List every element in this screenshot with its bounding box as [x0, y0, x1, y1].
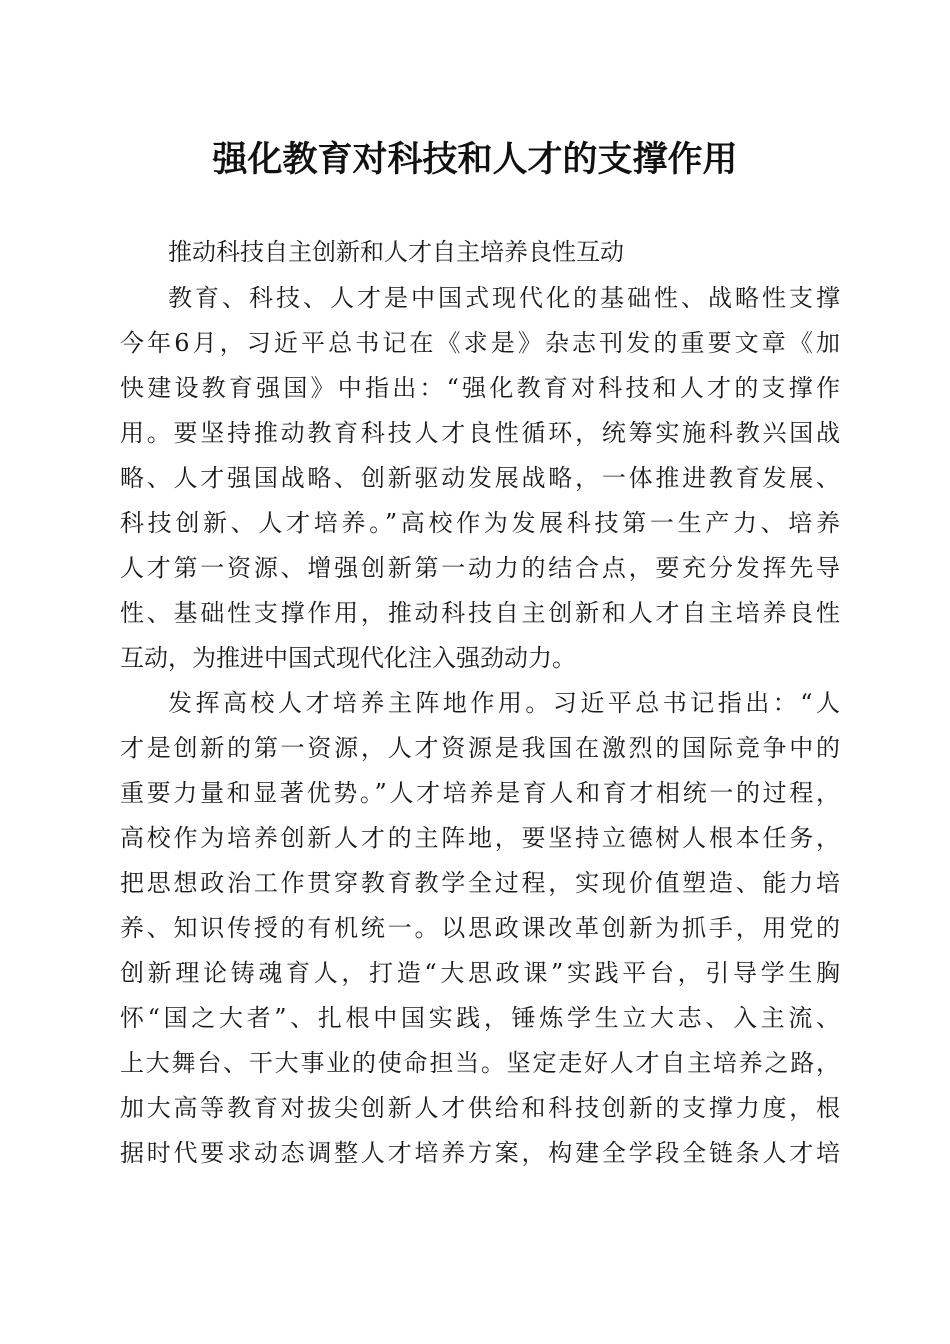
paragraph-1-line: 今年6月，习近平总书记在《求是》杂志刊发的重要文章《加 — [120, 329, 840, 357]
paragraph-1-line: 科技创新、人才培养。”高校作为发展科技第一生产力、培养 — [120, 509, 840, 537]
paragraph-2-line: 怀“国之大者”、扎根中国实践，锤炼学生立大志、入主流、 — [120, 1004, 840, 1032]
paragraph-1-line: 教育、科技、人才是中国式现代化的基础性、战略性支撑 — [168, 284, 840, 312]
paragraph-1-line: 人才第一资源、增强创新第一动力的结合点，要充分发挥先导 — [120, 554, 840, 582]
paragraph-2-line: 上大舞台、干大事业的使命担当。坚定走好人才自主培养之路， — [120, 1049, 840, 1077]
paragraph-2-line: 重要力量和显著优势。”人才培养是育人和育才相统一的过程， — [120, 779, 840, 807]
paragraph-2-line: 高校作为培养创新人才的主阵地，要坚持立德树人根本任务， — [120, 824, 840, 852]
paragraph-1-line: 用。要坚持推动教育科技人才良性循环，统筹实施科教兴国战 — [120, 419, 840, 447]
paragraph-1-line: 互动，为推进中国式现代化注入强劲动力。 — [120, 644, 576, 672]
document-title: 强化教育对科技和人才的支撑作用 — [212, 139, 738, 180]
paragraph-2-line: 把思想政治工作贯穿教育教学全过程，实现价值塑造、能力培 — [120, 869, 840, 897]
paragraph-2-line: 加大高等教育对拔尖创新人才供给和科技创新的支撑力度，根 — [120, 1094, 840, 1122]
document-subtitle: 推动科技自主创新和人才自主培养良性互动 — [168, 238, 624, 266]
paragraph-2-line: 据时代要求动态调整人才培养方案，构建全学段全链条人才培 — [120, 1139, 840, 1167]
paragraph-1-line: 性、基础性支撑作用，推动科技自主创新和人才自主培养良性 — [120, 599, 840, 627]
paragraph-1-line: 快建设教育强国》中指出：“强化教育对科技和人才的支撑作 — [120, 374, 840, 402]
paragraph-2-line: 发挥高校人才培养主阵地作用。习近平总书记指出：“人 — [168, 689, 840, 717]
paragraph-2-line: 创新理论铸魂育人，打造“大思政课”实践平台，引导学生胸 — [120, 959, 840, 987]
paragraph-1-line: 略、人才强国战略、创新驱动发展战略，一体推进教育发展、 — [120, 464, 840, 492]
paragraph-2-line: 才是创新的第一资源，人才资源是我国在激烈的国际竞争中的 — [120, 734, 840, 762]
paragraph-2-line: 养、知识传授的有机统一。以思政课改革创新为抓手，用党的 — [120, 914, 840, 942]
